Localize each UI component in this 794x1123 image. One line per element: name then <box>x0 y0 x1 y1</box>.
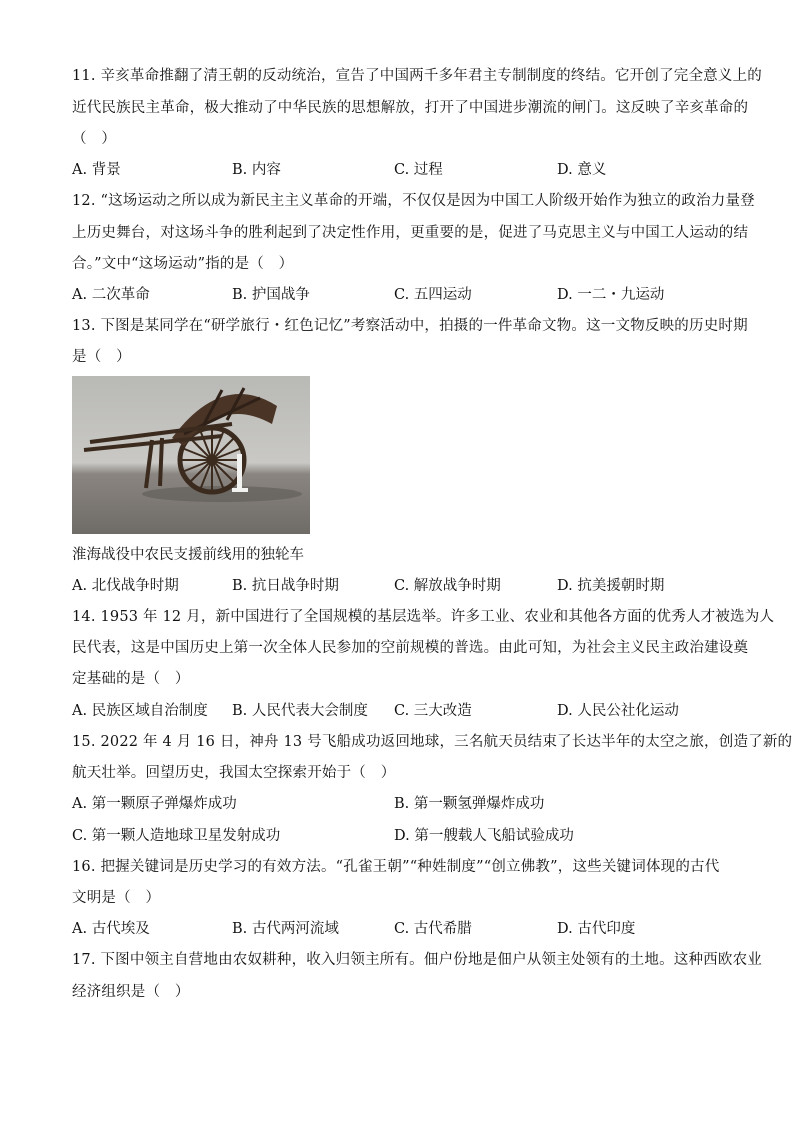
q15-options-row-1 <box>72 794 724 814</box>
q13-option-b[interactable]: B. 抗日战争时期 <box>232 578 339 594</box>
q15-line-1: 15. 2022 年 4 月 16 日，神舟 13 号飞船成功返回地球，三名航天员结束了长达半年的太空之旅，创造了新的 <box>72 734 793 750</box>
q16-option-c[interactable]: C. 古代希腊 <box>394 921 472 937</box>
q16-line-2: 文明是（ ） <box>72 890 161 906</box>
q11-option-d[interactable]: D. 意义 <box>557 162 607 178</box>
q13-line-2: 是（ ） <box>72 349 131 365</box>
q14-option-c[interactable]: C. 三大改造 <box>394 703 472 719</box>
q12-line-1: 12. “这场运动之所以成为新民主主义革命的开端，不仅仅是因为中国工人阶级开始作为独立的政治力量登 <box>72 193 755 209</box>
wheelbarrow-illustration <box>72 376 310 534</box>
q15-option-a[interactable]: A. 第一颗原子弹爆炸成功 <box>72 796 237 812</box>
q11-line-3: （ ） <box>72 131 117 147</box>
q13-option-c[interactable]: C. 解放战争时期 <box>394 578 501 594</box>
q14-option-d[interactable]: D. 人民公社化运动 <box>557 703 679 719</box>
q16-line-1: 16. 把握关键词是历史学习的有效方法。“孔雀王朝”“种姓制度”“创立佛教”，这些关键词体现的古代 <box>72 859 720 875</box>
q13-option-a[interactable]: A. 北伐战争时期 <box>72 578 179 594</box>
q12-line-2: 上历史舞台，对这场斗争的胜利起到了决定性作用，更重要的是，促进了马克思主义与中国工人运动的结 <box>72 225 749 241</box>
q16-options <box>72 919 724 939</box>
q17-line-2: 经济组织是（ ） <box>72 984 190 1000</box>
q11-line-1: 11. 辛亥革命推翻了清王朝的反动统治，宣告了中国两千多年君主专制制度的终结。它开创了完全意义上的 <box>72 68 762 84</box>
q12-option-c[interactable]: C. 五四运动 <box>394 287 472 303</box>
q13-options <box>72 576 724 596</box>
q13-option-d[interactable]: D. 抗美援朝时期 <box>557 578 665 594</box>
q16-option-b[interactable]: B. 古代两河流域 <box>232 921 339 937</box>
q15-option-b[interactable]: B. 第一颗氢弹爆炸成功 <box>394 796 545 812</box>
q11-option-c[interactable]: C. 过程 <box>394 162 443 178</box>
q11-line-2: 近代民族民主革命，极大推动了中华民族的思想解放，打开了中国进步潮流的闸门。这反映了辛亥革命的 <box>72 100 749 116</box>
q13-line-1: 13. 下图是某同学在“研学旅行・红色记忆”考察活动中，拍摄的一件革命文物。这一文物反映的历史时期 <box>72 318 748 334</box>
q15-line-2: 航天壮举。回望历史，我国太空探索开始于（ ） <box>72 765 396 781</box>
q14-options <box>72 701 724 721</box>
q11-option-a[interactable]: A. 背景 <box>72 162 121 178</box>
wheelbarrow-photo <box>72 376 310 534</box>
q14-option-b[interactable]: B. 人民代表大会制度 <box>232 703 368 719</box>
q14-line-3: 定基础的是（ ） <box>72 671 190 687</box>
q12-option-b[interactable]: B. 护国战争 <box>232 287 310 303</box>
q16-option-d[interactable]: D. 古代印度 <box>557 921 636 937</box>
q14-line-1: 14. 1953 年 12 月，新中国进行了全国规模的基层选举。许多工业、农业和其他各方面的优秀人才被选为人 <box>72 609 775 625</box>
q11-option-b[interactable]: B. 内容 <box>232 162 281 178</box>
q11-options <box>72 160 724 180</box>
q15-options-row-2 <box>72 826 724 846</box>
q17-line-1: 17. 下图中领主自营地由农奴耕种，收入归领主所有。佃户份地是佃户从领主处领有的土地。这种西欧农业 <box>72 952 762 968</box>
q12-option-d[interactable]: D. 一二・九运动 <box>557 287 665 303</box>
q14-line-2: 民代表，这是中国历史上第一次全体人民参加的空前规模的普选。由此可知，为社会主义民主政治建设奠 <box>72 640 749 656</box>
q15-option-d[interactable]: D. 第一艘载人飞船试验成功 <box>394 828 574 844</box>
q12-line-3: 合。”文中“这场运动”指的是（ ） <box>72 256 294 272</box>
q12-option-a[interactable]: A. 二次革命 <box>72 287 150 303</box>
q16-option-a[interactable]: A. 古代埃及 <box>72 921 150 937</box>
q15-option-c[interactable]: C. 第一颗人造地球卫星发射成功 <box>72 828 281 844</box>
photo-caption: 淮海战役中农民支援前线用的独轮车 <box>72 547 304 563</box>
q12-options <box>72 285 724 305</box>
q14-option-a[interactable]: A. 民族区域自治制度 <box>72 703 208 719</box>
